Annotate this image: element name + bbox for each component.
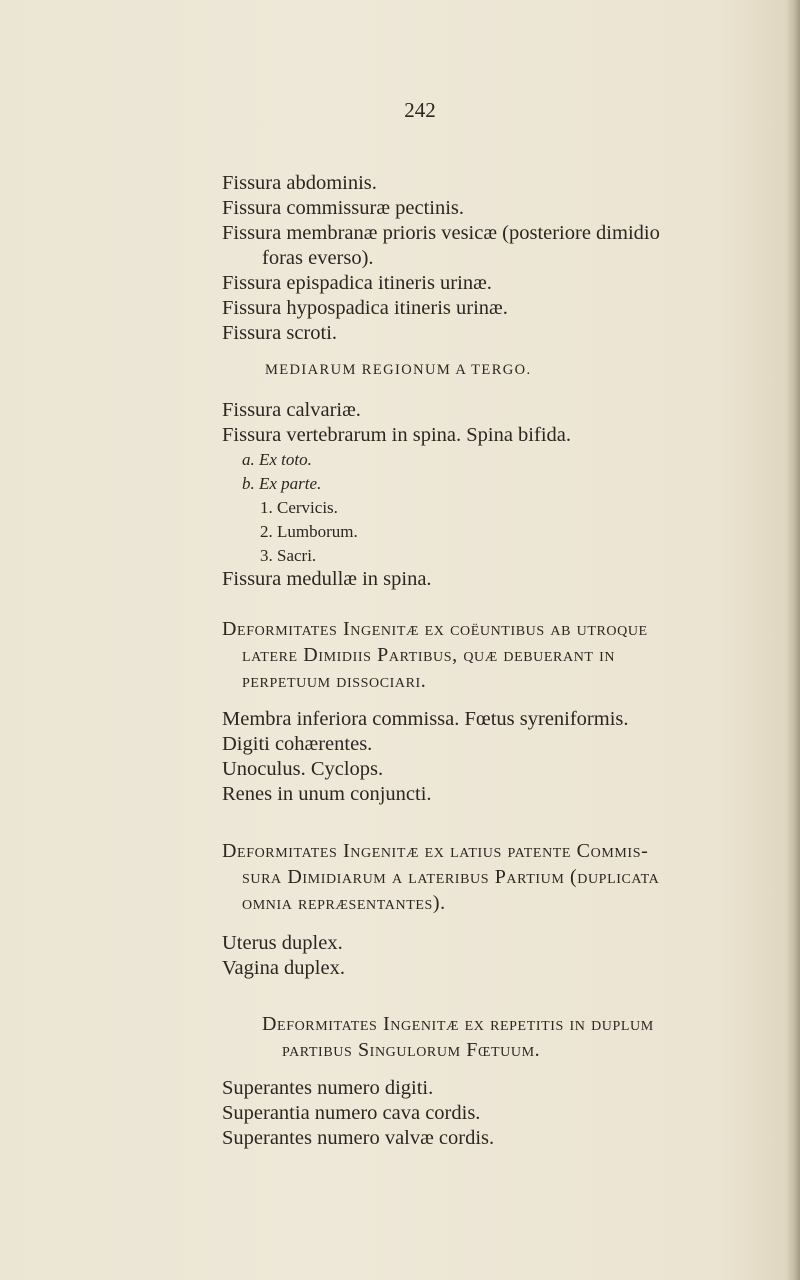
section-heading: perpetuum dissociari.	[242, 670, 427, 692]
list-item: Fissura membranæ prioris vesicæ (posteriore dimidio	[222, 222, 660, 244]
list-item: Fissura scroti.	[222, 322, 338, 344]
list-item: Fissura vertebrarum in spina. Spina bifida.	[222, 424, 572, 446]
list-item: Membra inferiora commissa. Fœtus syreniformis.	[222, 708, 629, 730]
section-heading: omnia repræsentantes).	[242, 892, 446, 914]
list-item: Uterus duplex.	[222, 932, 343, 954]
section-heading: Deformitates Ingenitæ ex coëuntibus ab utroque	[222, 618, 648, 640]
section-heading: MEDIARUM REGIONUM A TERGO.	[265, 362, 532, 378]
list-item: Fissura epispadica itineris urinæ.	[222, 272, 492, 294]
list-item: Fissura abdominis.	[222, 172, 377, 194]
list-item: Superantia numero cava cordis.	[222, 1102, 481, 1124]
page-edge-shadow	[786, 0, 800, 1280]
section-heading: Deformitates Ingenitæ ex latius patente Commis-	[222, 840, 649, 862]
list-item: Fissura hypospadica itineris urinæ.	[222, 297, 508, 319]
section-heading: partibus Singulorum Fœtuum.	[282, 1039, 541, 1061]
list-item-continuation: foras everso).	[262, 247, 374, 269]
list-item: Fissura medullæ in spina.	[222, 568, 432, 590]
list-item: Fissura commissuræ pectinis.	[222, 197, 465, 219]
list-subitem: 2. Lumborum.	[260, 522, 358, 541]
page-number: 242	[404, 98, 436, 122]
list-item: Unoculus. Cyclops.	[222, 758, 384, 780]
list-subitem: b. Ex parte.	[242, 474, 322, 493]
list-subitem: a. Ex toto.	[242, 450, 312, 469]
section-heading: sura Dimidiarum a lateribus Partium (duplicata	[242, 866, 660, 888]
section-heading: latere Dimidiis Partibus, quæ debuerant in	[242, 644, 616, 666]
list-item: Digiti cohærentes.	[222, 733, 373, 755]
list-subitem: 3. Sacri.	[260, 546, 317, 565]
list-item: Fissura calvariæ.	[222, 399, 361, 421]
list-item: Superantes numero digiti.	[222, 1077, 434, 1099]
section-heading: Deformitates Ingenitæ ex repetitis in duplum	[262, 1013, 654, 1035]
list-subitem: 1. Cervicis.	[260, 498, 338, 517]
list-item: Superantes numero valvæ cordis.	[222, 1127, 495, 1149]
list-item: Renes in unum conjuncti.	[222, 783, 432, 805]
list-item: Vagina duplex.	[222, 957, 345, 979]
